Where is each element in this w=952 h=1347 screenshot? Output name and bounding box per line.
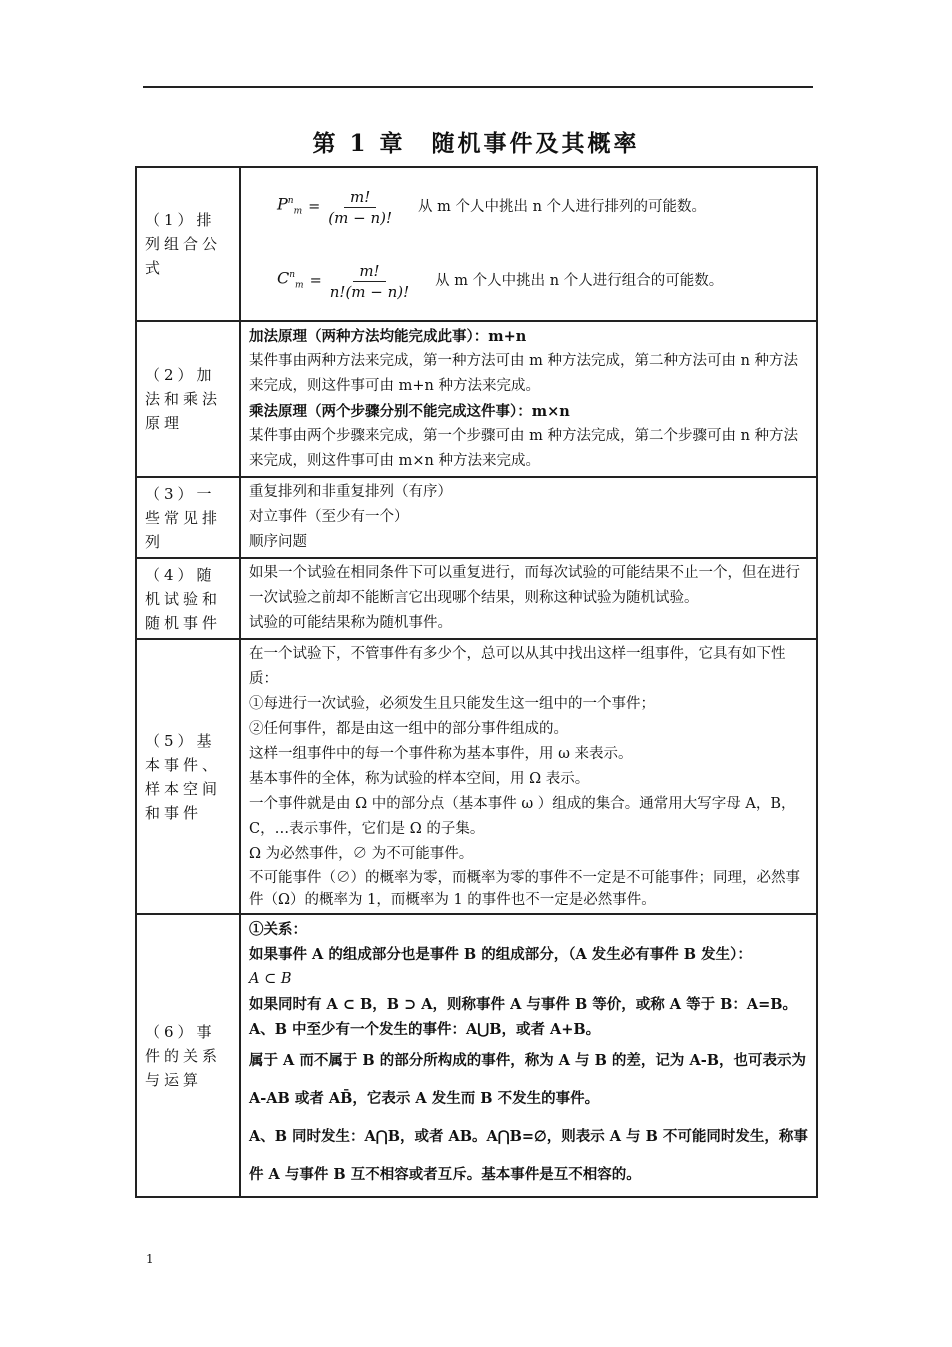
combination-formula: $C^n_m$ = $\frac{m!}{n!(m - n)!}$ 从 m 个人中挑出 n 个人进行组合的可能数。 <box>277 261 724 301</box>
text-line: 对立事件（至少有一个） <box>249 509 409 525</box>
page-number: 1 <box>146 1252 154 1266</box>
row-label: （4）随机试验和随机事件 <box>136 558 240 639</box>
text-line: 如果同时有 A ⊂ B，B ⊃ A，则称事件 A 与事件 B 等价，或称 A 等于 B：A=B。 <box>249 996 798 1013</box>
table-row <box>136 639 817 914</box>
formula-symbol: $C^n_m$ <box>277 268 304 291</box>
text-line: 某件事由两个步骤来完成，第一个步骤可由 m 种方法完成，第二个步骤可由 n 种方法来完成，则这件事可由 m×n 种方法来完成。 <box>249 428 799 469</box>
text-line: 在一个试验下，不管事件有多少个，总可以从其中找出这样一组事件，它具有如下性质： <box>249 646 786 687</box>
summary-table <box>135 166 818 1198</box>
formula-description: 从 m 个人中挑出 n 个人进行组合的可能数。 <box>435 272 724 289</box>
text-line: ②任何事件，都是由这一组中的部分事件组成的。 <box>249 721 568 737</box>
text-line: 加法原理（两种方法均能完成此事）：m+n <box>249 328 527 345</box>
text-line: 基本事件的全体，称为试验的样本空间，用 Ω 表示。 <box>249 771 590 787</box>
text-line: ①关系： <box>249 921 307 938</box>
text-line: 顺序问题 <box>249 534 307 550</box>
row-content <box>240 167 817 321</box>
text-line: 属于 A 而不属于 B 的部分所构成的事件，称为 A 与 B 的差，记为 A-B，也可表示为 A-AB 或者 AB̄，它表示 A 发生而 B 不发生的事件。 <box>249 1052 806 1107</box>
text-line: 一个事件就是由 Ω 中的部分点（基本事件 ω ）组成的集合。通常用大写字母 A，B，C，…表示事件，它们是 Ω 的子集。 <box>249 796 796 837</box>
text-line: 这样一组事件中的每一个事件称为基本事件，用 ω 来表示。 <box>249 746 633 762</box>
row-label: （1）排列组合公式 <box>136 167 240 321</box>
formula-description: 从 m 个人中挑出 n 个人进行排列的可能数。 <box>418 198 707 215</box>
fraction: $\frac{m!}{n!(m - n)!}$ <box>329 261 410 301</box>
row-label: （5）基本事件、样本空间和事件 <box>136 639 240 914</box>
row-label: （3）一些常见排列 <box>136 477 240 558</box>
table-row <box>136 914 817 1197</box>
row-content <box>240 477 817 558</box>
text-line: 试验的可能结果称为随机事件。 <box>249 615 452 631</box>
fraction: $\frac{m!}{(m - n)!}$ <box>328 187 392 227</box>
formula-symbol: $P^n_m$ <box>277 194 303 217</box>
text-line: 如果一个试验在相同条件下可以重复进行，而每次试验的可能结果不止一个，但在进行一次试验之前却不能断言它出现哪个结果，则称这种试验为随机试验。 <box>249 565 800 606</box>
text-line: A、B 同时发生：A⋂B，或者 AB。A⋂B=∅，则表示 A 与 B 不可能同时发生，称事件 A 与事件 B 互不相容或者互斥。基本事件是互不相容的。 <box>249 1128 808 1183</box>
table-row <box>136 477 817 558</box>
permutation-formula: $P^n_m$ = $\frac{m!}{(m - n)!}$ 从 m 个人中挑出 n 个人进行排列的可能数。 <box>277 187 707 227</box>
row-content <box>240 639 817 914</box>
text-line: 不可能事件（∅）的概率为零，而概率为零的事件不一定是不可能事件；同理，必然事件（Ω）的概率为 1，而概率为 1 的事件也不一定是必然事件。 <box>249 870 800 908</box>
text-line: A、B 中至少有一个发生的事件：A⋃B，或者 A+B。 <box>249 1021 601 1038</box>
table-row <box>136 321 817 477</box>
table-row <box>136 167 817 321</box>
row-content <box>240 321 817 477</box>
page-title: 第 1 章 随机事件及其概率 <box>312 130 640 157</box>
text-line: 某件事由两种方法来完成，第一种方法可由 m 种方法完成，第二种方法可由 n 种方法来完成，则这件事可由 m+n 种方法来完成。 <box>249 353 799 394</box>
row-label: （6）事件的关系与运算 <box>136 914 240 1197</box>
row-content <box>240 914 817 1197</box>
header-rule <box>143 86 813 88</box>
text-line: ①每进行一次试验，必须发生且只能发生这一组中的一个事件； <box>249 696 655 712</box>
text-line: Ω 为必然事件，∅ 为不可能事件。 <box>249 846 474 862</box>
text-line: 如果事件 A 的组成部分也是事件 B 的组成部分，（A 发生必有事件 B 发生）： <box>249 946 752 963</box>
table-row <box>136 558 817 639</box>
row-label: （2）加法和乘法原理 <box>136 321 240 477</box>
row-content <box>240 558 817 639</box>
text-line: A ⊂ B <box>249 971 292 987</box>
text-line: 乘法原理（两个步骤分别不能完成这件事）：m×n <box>249 403 570 420</box>
text-line: 重复排列和非重复排列（有序） <box>249 484 452 500</box>
